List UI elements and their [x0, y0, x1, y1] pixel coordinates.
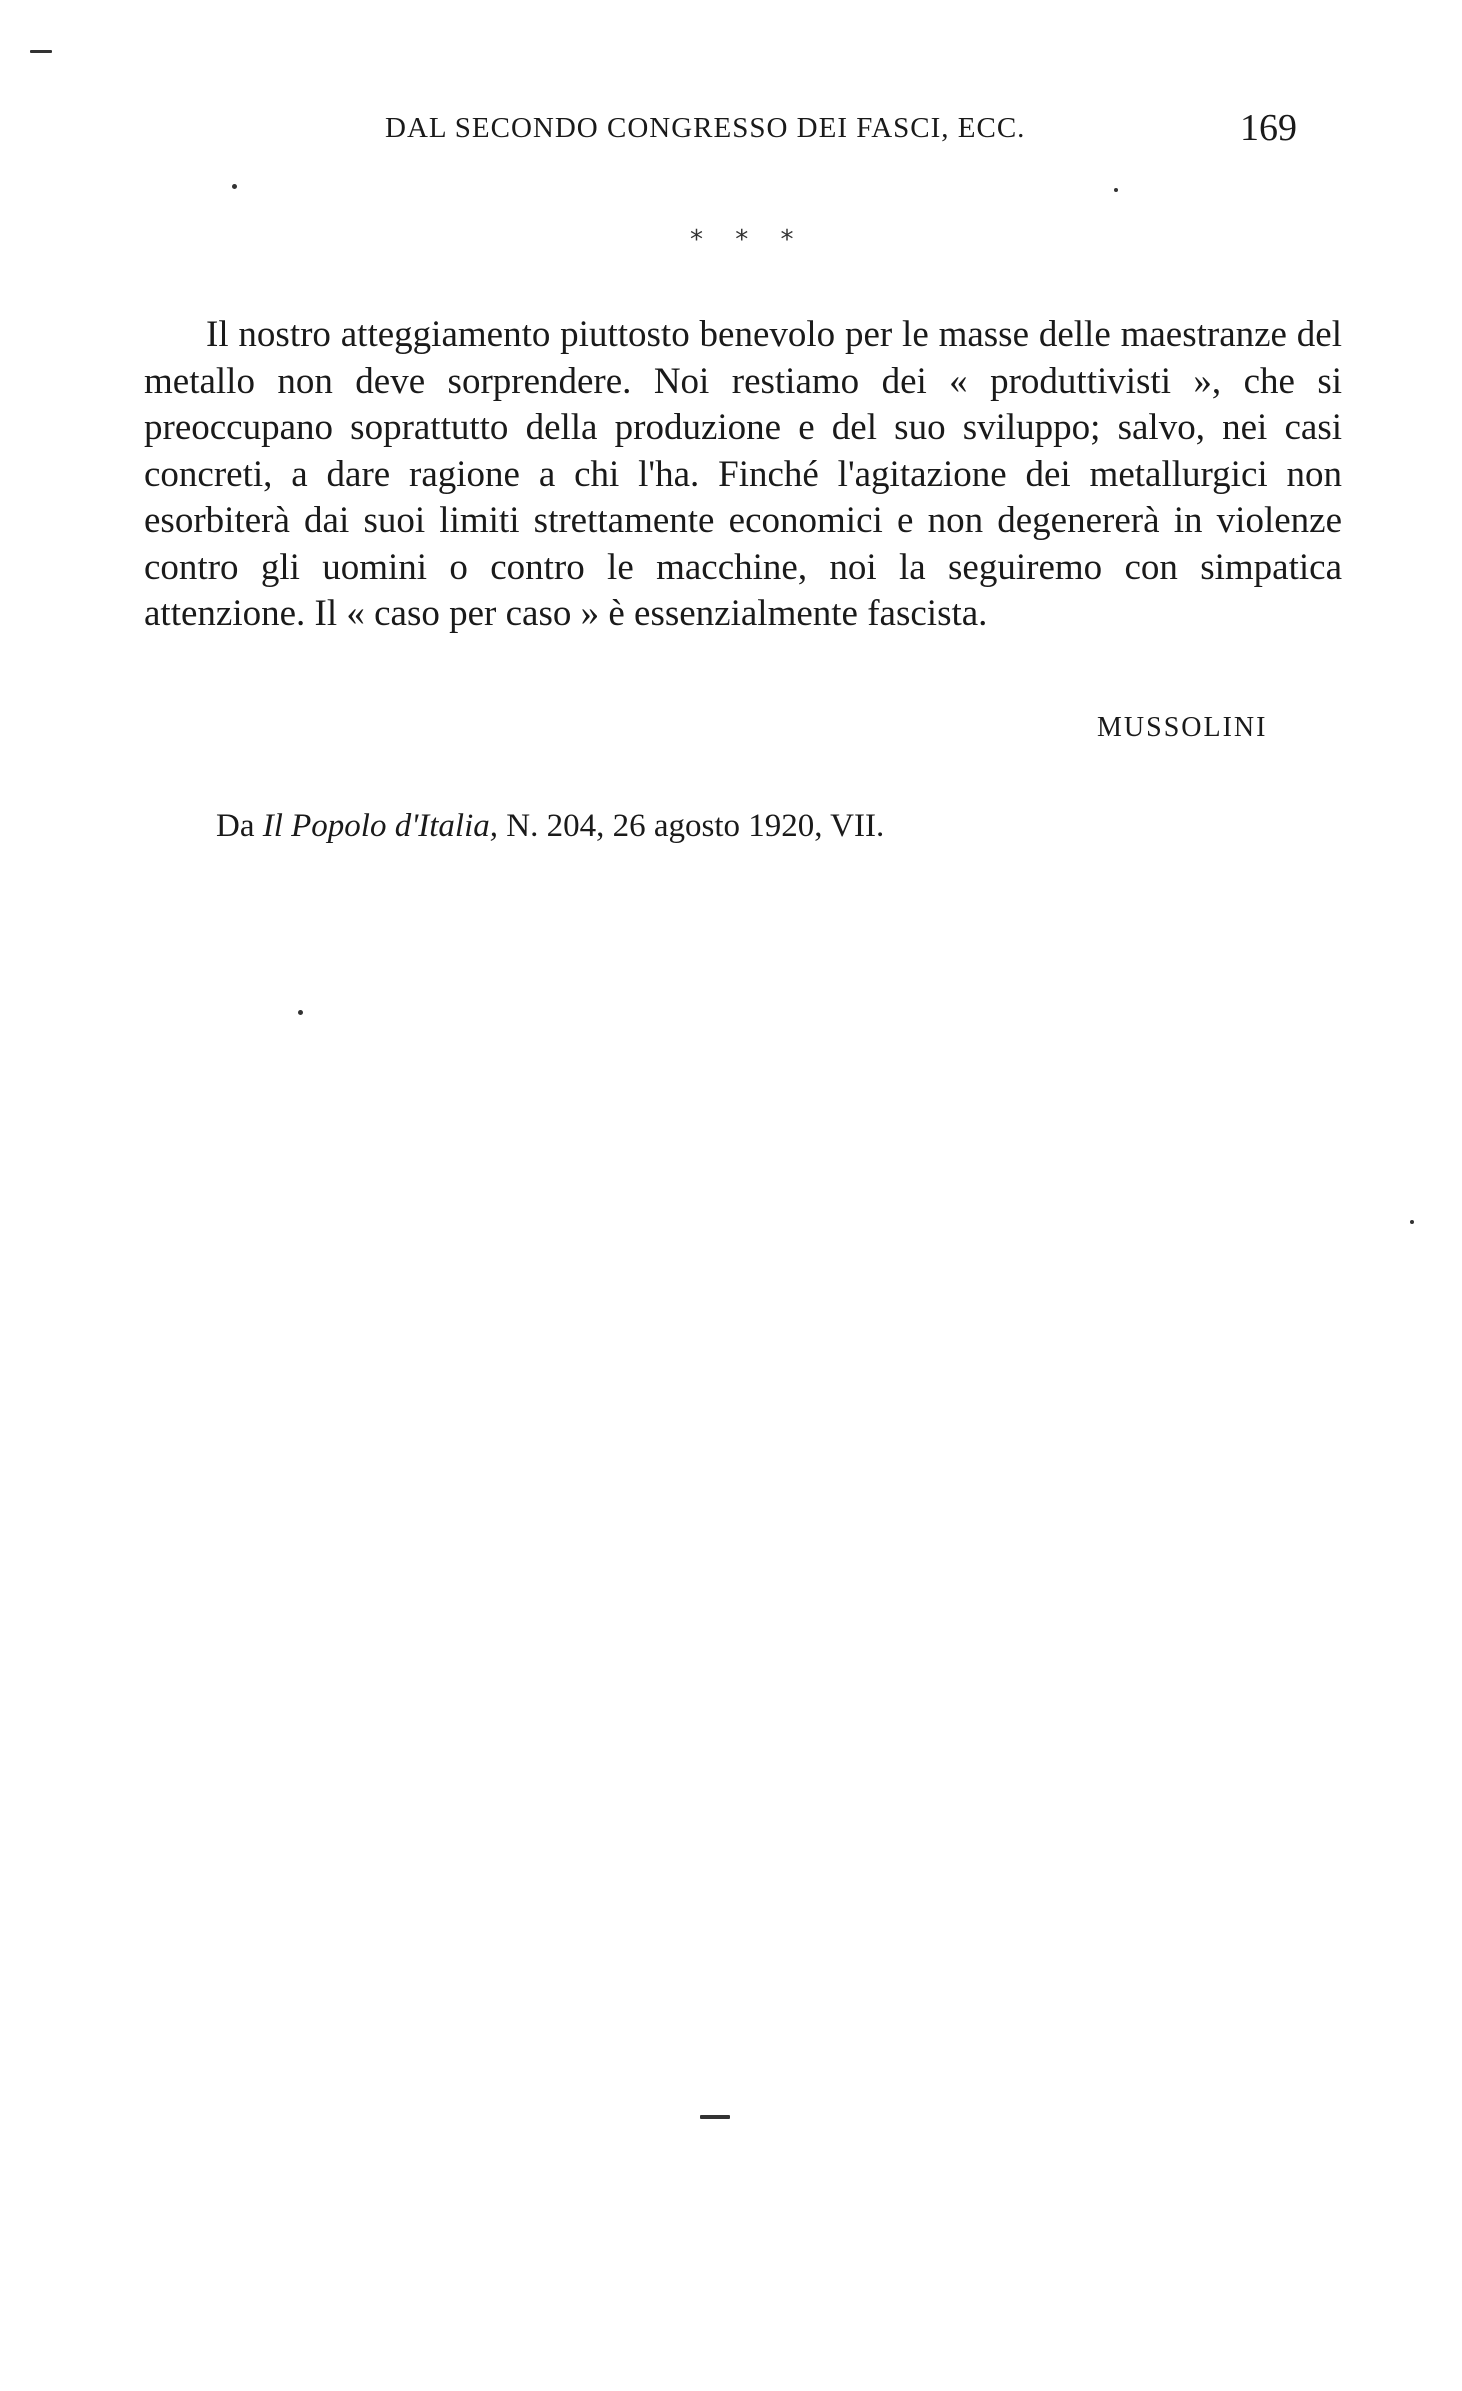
- scan-speck: [298, 1010, 303, 1015]
- source-details: N. 204, 26 agosto 1920, VII.: [498, 808, 885, 844]
- scan-speck: [1410, 1220, 1414, 1224]
- author-signature: MUSSOLINI: [1097, 712, 1268, 743]
- source-prefix: Da: [216, 808, 263, 844]
- section-separator: * * *: [690, 225, 806, 255]
- body-paragraph: Il nostro atteggiamento piuttosto benevolo per le masse delle maestranze del metallo non deve sorprendere. Noi restiamo dei « produttivisti », che si preoccupano soprattutto della produzione e del suo sviluppo; salvo, nei casi concreti, a dare ragione a chi l'ha. Finché l'agitazione dei metallurgici non esorbiterà dai suoi limiti strettamente economici e non degenererà in violenze contro gli uomini o contro le macchine, noi la seguiremo con simpatica attenzione. Il « caso per caso » è essenzialmente fascista.: [144, 314, 1342, 634]
- scan-speck: [1114, 188, 1118, 192]
- running-head: DAL SECONDO CONGRESSO DEI FASCI, ECC.: [385, 112, 1026, 144]
- page-number: 169: [1240, 107, 1297, 149]
- source-citation: [216, 808, 884, 845]
- source-publication: Il Popolo d'Italia,: [262, 808, 499, 844]
- scan-speck: [232, 184, 237, 189]
- scan-speck: [30, 50, 52, 53]
- scan-speck: [700, 2115, 730, 2119]
